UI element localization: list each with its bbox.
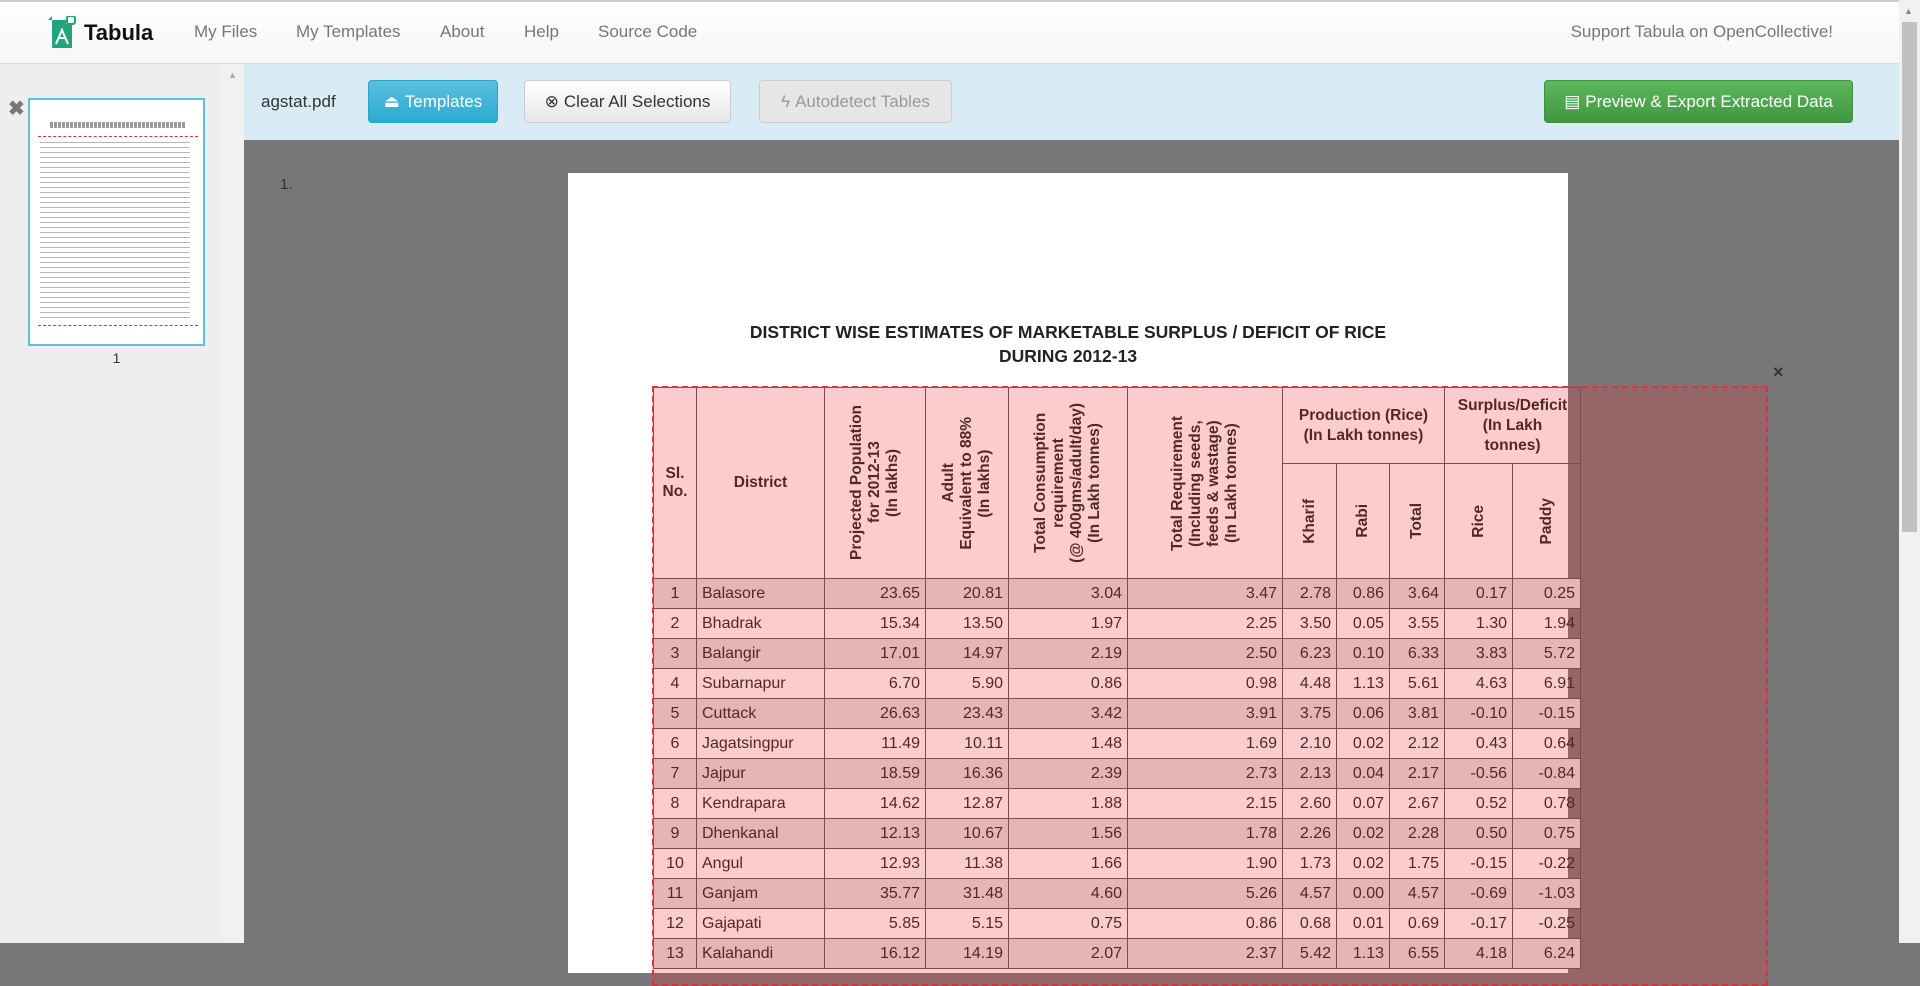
nav-help[interactable]: Help	[524, 22, 559, 41]
table-cell: 14.97	[926, 639, 1009, 669]
table-cell: 4	[654, 669, 697, 699]
table-cell: 0.78	[1513, 789, 1581, 819]
table-cell: 2.73	[1128, 759, 1283, 789]
table-cell: 5.85	[825, 909, 926, 939]
thumbnail-selection	[38, 136, 198, 326]
header-surplus: Surplus/Deficit (In Lakh tonnes)	[1445, 388, 1581, 464]
table-cell: 0.86	[1337, 579, 1390, 609]
remove-circle-icon: ⊗	[544, 91, 559, 111]
brand[interactable]	[48, 16, 153, 50]
table-cell: 0.86	[1128, 909, 1283, 939]
header-adult-equivalent: Adult Equivalent to 88% (In lakhs)	[926, 388, 1009, 579]
table-cell: 12.93	[825, 849, 926, 879]
table-cell: -0.25	[1513, 909, 1581, 939]
table-cell: 31.48	[926, 879, 1009, 909]
table-cell: 0.07	[1337, 789, 1390, 819]
table-cell: -0.15	[1513, 699, 1581, 729]
table-cell: 16.12	[825, 939, 926, 969]
table-cell: -0.69	[1445, 879, 1513, 909]
table-cell: 2.39	[1009, 759, 1128, 789]
brand-name: Tabula	[84, 20, 154, 45]
title-line-2: DURING 2012-13	[998, 346, 1138, 366]
table-cell: 1.75	[1390, 849, 1445, 879]
table-cell: 1.90	[1128, 849, 1283, 879]
table-cell: 0.01	[1337, 909, 1390, 939]
header-district: District	[697, 388, 825, 579]
table-cell: 3.47	[1128, 579, 1283, 609]
table-cell: -1.03	[1513, 879, 1581, 909]
table-cell: 20.81	[926, 579, 1009, 609]
table-cell: 15.34	[825, 609, 926, 639]
table-cell: 10.67	[926, 819, 1009, 849]
page-number: 1.	[280, 176, 293, 193]
table-cell: 2.67	[1390, 789, 1445, 819]
preview-export-button[interactable]	[1544, 80, 1853, 123]
scrollbar-thumb[interactable]	[1902, 22, 1917, 532]
table-cell: 12.13	[825, 819, 926, 849]
table-cell: 3.75	[1283, 699, 1337, 729]
nav-source-code[interactable]: Source Code	[598, 22, 698, 41]
table-cell: Jagatsingpur	[697, 729, 825, 759]
title-line-1: DISTRICT WISE ESTIMATES OF MARKETABLE SURPLUS / DEFICIT OF RICE	[749, 322, 1387, 342]
table-cell: 0.17	[1445, 579, 1513, 609]
table-cell: 6	[654, 729, 697, 759]
table-cell: 1.13	[1337, 669, 1390, 699]
table-cell: 1.48	[1009, 729, 1128, 759]
table-cell: 3.04	[1009, 579, 1128, 609]
table-cell: 1.30	[1445, 609, 1513, 639]
table-cell: 16.36	[926, 759, 1009, 789]
table-cell: 0.68	[1283, 909, 1337, 939]
table-cell: 1.56	[1009, 819, 1128, 849]
table-cell: 9	[654, 819, 697, 849]
table-cell: Cuttack	[697, 699, 825, 729]
table-cell: 0.02	[1337, 819, 1390, 849]
table-selection[interactable]	[652, 386, 1768, 986]
header-requirement: Total Requirement (Including seeds, feeds & wastage) (In Lakh tonnes)	[1128, 388, 1283, 579]
table-cell: -0.56	[1445, 759, 1513, 789]
table-cell: 6.91	[1513, 669, 1581, 699]
table-cell: Balangir	[697, 639, 825, 669]
table-cell: Ganjam	[697, 879, 825, 909]
close-icon[interactable]: ✖	[8, 98, 25, 120]
list-alt-icon: ▤	[1564, 91, 1581, 111]
table-cell: 2	[654, 609, 697, 639]
table-cell: 1.94	[1513, 609, 1581, 639]
table-cell: 17.01	[825, 639, 926, 669]
autodetect-tables-button[interactable]	[759, 80, 952, 123]
table-cell: 4.63	[1445, 669, 1513, 699]
header-sl: Sl. No.	[654, 388, 697, 579]
clear-label: Clear All Selections	[563, 91, 711, 111]
table-cell: 6.23	[1283, 639, 1337, 669]
table-cell: 0.00	[1337, 879, 1390, 909]
toolbar	[244, 64, 1899, 140]
table-cell: 0.75	[1009, 909, 1128, 939]
table-cell: 2.07	[1009, 939, 1128, 969]
table-cell: 6.55	[1390, 939, 1445, 969]
tabula-logo-icon	[48, 16, 76, 50]
table-cell: 2.10	[1283, 729, 1337, 759]
page-sidebar	[0, 64, 244, 943]
nav-my-templates[interactable]: My Templates	[296, 22, 401, 41]
table-cell: 4.57	[1283, 879, 1337, 909]
table-cell: 8	[654, 789, 697, 819]
table-cell: 6.33	[1390, 639, 1445, 669]
table-cell: 2.50	[1128, 639, 1283, 669]
table-cell: -0.10	[1445, 699, 1513, 729]
clear-selections-button[interactable]	[524, 80, 731, 123]
table-cell: 0.64	[1513, 729, 1581, 759]
scroll-up-icon[interactable]: ▲	[228, 70, 237, 80]
table-cell: 3.83	[1445, 639, 1513, 669]
preview-label: Preview & Export Extracted Data	[1585, 91, 1833, 111]
table-cell: 26.63	[825, 699, 926, 729]
table-cell: 5.42	[1283, 939, 1337, 969]
thumbnail-title	[50, 122, 186, 128]
table-cell: 35.77	[825, 879, 926, 909]
table-cell: 1.69	[1128, 729, 1283, 759]
table-cell: -0.22	[1513, 849, 1581, 879]
support-link[interactable]: Support Tabula on OpenCollective!	[1570, 22, 1833, 41]
header-rabi: Rabi	[1337, 464, 1390, 579]
table-cell: 4.60	[1009, 879, 1128, 909]
table-cell: Angul	[697, 849, 825, 879]
table-cell: 3.81	[1390, 699, 1445, 729]
table-cell: 0.02	[1337, 849, 1390, 879]
table-cell: 3.91	[1128, 699, 1283, 729]
table-cell: 11.38	[926, 849, 1009, 879]
templates-button[interactable]	[368, 80, 498, 123]
table-cell: 2.25	[1128, 609, 1283, 639]
table-cell: 2.17	[1390, 759, 1445, 789]
table-cell: Kendrapara	[697, 789, 825, 819]
table-cell: 2.12	[1390, 729, 1445, 759]
table-cell: Subarnapur	[697, 669, 825, 699]
table-cell: 2.15	[1128, 789, 1283, 819]
table-cell: 12	[654, 909, 697, 939]
table-cell: 2.28	[1390, 819, 1445, 849]
header-production: Production (Rice) (In Lakh tonnes)	[1283, 388, 1445, 464]
table-cell: 4.48	[1283, 669, 1337, 699]
table-cell: 1.97	[1009, 609, 1128, 639]
table-cell: 2.13	[1283, 759, 1337, 789]
table-cell: 18.59	[825, 759, 926, 789]
table-cell: 6.70	[825, 669, 926, 699]
table-cell: 0.02	[1337, 729, 1390, 759]
table-cell: 10	[654, 849, 697, 879]
table-cell: 12.87	[926, 789, 1009, 819]
nav-about[interactable]: About	[440, 22, 485, 41]
table-cell: 5	[654, 699, 697, 729]
table-cell: Kalahandi	[697, 939, 825, 969]
table-cell: 14.19	[926, 939, 1009, 969]
flash-icon: ϟ	[781, 91, 791, 111]
table-cell: 0.05	[1337, 609, 1390, 639]
table-cell: 0.25	[1513, 579, 1581, 609]
navbar	[0, 0, 1899, 64]
table-cell: 4.18	[1445, 939, 1513, 969]
sidebar-scrollbar[interactable]	[222, 64, 244, 943]
header-total: Total	[1390, 464, 1445, 579]
table-cell: -0.84	[1513, 759, 1581, 789]
table-cell: 23.43	[926, 699, 1009, 729]
header-paddy: Paddy	[1513, 464, 1581, 579]
table-cell: Bhadrak	[697, 609, 825, 639]
table-cell: 5.61	[1390, 669, 1445, 699]
table-cell: 11.49	[825, 729, 926, 759]
table-cell: Dhenkanal	[697, 819, 825, 849]
table-cell: 0.06	[1337, 699, 1390, 729]
table-cell: 3	[654, 639, 697, 669]
table-cell: 3.64	[1390, 579, 1445, 609]
table-cell: 3.50	[1283, 609, 1337, 639]
templates-label: Templates	[404, 91, 483, 111]
table-cell: Balasore	[697, 579, 825, 609]
table-cell: 0.86	[1009, 669, 1128, 699]
table-cell: 0.43	[1445, 729, 1513, 759]
table-cell: 1.78	[1128, 819, 1283, 849]
table-cell: 5.15	[926, 909, 1009, 939]
table-cell: 10.11	[926, 729, 1009, 759]
table-cell: 0.75	[1513, 819, 1581, 849]
file-name: agstat.pdf	[261, 92, 336, 111]
header-consumption: Total Consumption requirement (@ 400gms/adult/day) (In Lakh tonnes)	[1009, 388, 1128, 579]
table-cell: 2.78	[1283, 579, 1337, 609]
table-cell: 0.98	[1128, 669, 1283, 699]
templates-icon: ⏏	[383, 91, 400, 111]
table-cell: 13.50	[926, 609, 1009, 639]
table-cell: 5.90	[926, 669, 1009, 699]
header-rice: Rice	[1445, 464, 1513, 579]
table-cell: Jajpur	[697, 759, 825, 789]
table-cell: 1.88	[1009, 789, 1128, 819]
table-cell: 6.24	[1513, 939, 1581, 969]
table-cell: 0.52	[1445, 789, 1513, 819]
table-cell: 4.57	[1390, 879, 1445, 909]
table-cell: 1	[654, 579, 697, 609]
table-cell: Gajapati	[697, 909, 825, 939]
table-cell: 0.69	[1390, 909, 1445, 939]
document-title	[653, 320, 1483, 368]
table-cell: 0.04	[1337, 759, 1390, 789]
table-cell: 13	[654, 939, 697, 969]
scroll-up-icon[interactable]: ▲	[1904, 6, 1913, 16]
selection-close-icon[interactable]: ×	[1773, 362, 1784, 382]
table-cell: 0.10	[1337, 639, 1390, 669]
table-cell: 3.42	[1009, 699, 1128, 729]
header-population: Projected Population for 2012-13 (In lakhs)	[825, 388, 926, 579]
table-cell: 3.55	[1390, 609, 1445, 639]
autodetect-label: Autodetect Tables	[795, 91, 930, 111]
table-cell: 14.62	[825, 789, 926, 819]
table-cell: 1.73	[1283, 849, 1337, 879]
page-thumbnail[interactable]	[28, 98, 205, 346]
nav-my-files[interactable]: My Files	[194, 22, 258, 41]
table-cell: 7	[654, 759, 697, 789]
table-cell: 1.66	[1009, 849, 1128, 879]
table-cell: 1.13	[1337, 939, 1390, 969]
header-kharif: Kharif	[1283, 464, 1337, 579]
table-cell: 23.65	[825, 579, 926, 609]
table-cell: 11	[654, 879, 697, 909]
table-cell: 5.26	[1128, 879, 1283, 909]
table-cell: 2.60	[1283, 789, 1337, 819]
thumbnail-page-number: 1	[112, 350, 121, 366]
table-cell: 2.19	[1009, 639, 1128, 669]
table-cell: 0.50	[1445, 819, 1513, 849]
table-cell: 5.72	[1513, 639, 1581, 669]
table-cell: 2.37	[1128, 939, 1283, 969]
table-cell: -0.15	[1445, 849, 1513, 879]
table-cell: 2.26	[1283, 819, 1337, 849]
page-scrollbar[interactable]	[1899, 0, 1920, 943]
table-cell: -0.17	[1445, 909, 1513, 939]
